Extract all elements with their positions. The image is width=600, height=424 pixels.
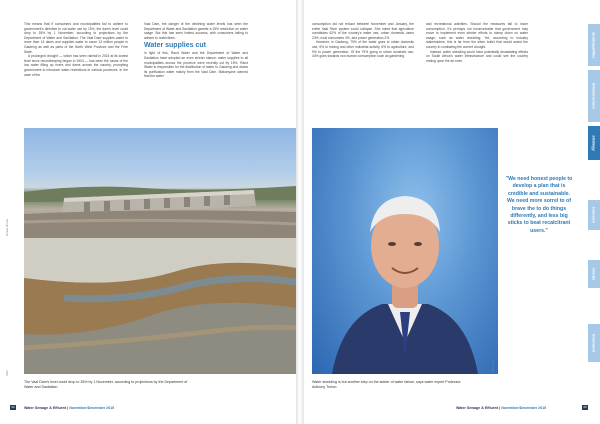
tab-treatment[interactable]: treatment <box>588 324 600 362</box>
dam-illustration <box>24 128 296 238</box>
right-page <box>304 0 600 424</box>
reservoir-aerial-photo <box>24 238 296 374</box>
section-heading: Water supplies cut <box>144 42 206 50</box>
left-col1-paragraph-1: This means that if consumers and municipalities fail to adhere to government's directive to cut water use by 15%, the dam's level could drop to 35% by 1 November, according to projections by the Department of Water and Sanitation. The Vaal Dam supplies water to more than 14 dams and supplies water to some 13 million people in Gauteng as well as parts of the North West Province and the Free State. <box>24 22 128 54</box>
footer-issue-right: November/December 2015 <box>501 406 547 410</box>
footer-right: Water Sewage & Effluent | November/December 2015 <box>456 406 547 410</box>
tab-industry[interactable]: industry <box>588 200 600 230</box>
portrait-photo <box>312 128 498 374</box>
tab-infrastructure[interactable]: infrastructure <box>588 70 600 122</box>
left-col2-paragraph-2: In light of this, Rand Water and the Department of Water and Sanitation have adopted an even stricter stance: water supplies to all municipalities across the province were recently cut by 15%. Rand Water is responsible for the distribution of water to Gauteng and draws its purification water mainly from the Vaal Dam. Makanyane warned that the water <box>144 51 248 79</box>
footer-issue: November/December 2015 <box>69 406 115 410</box>
right-col2-paragraph-2: Instead, water shedding could have potentially devastating effects on South Africa's water infrastructure and could see the country resting upon the an even <box>426 49 528 63</box>
portrait-credit: Molly Sha... <box>492 358 495 372</box>
left-page <box>0 0 296 424</box>
photo-credit: Arnaud RIEDEL <box>6 218 9 236</box>
pull-quote: "We need honest people to develop a plan that is credible and sustainable. We need more sorrel to of brave the to do things differently, and less big sticks to beat recalcitrant users." <box>505 176 573 234</box>
dam-photo <box>24 128 296 238</box>
left-column-2 <box>144 22 248 126</box>
page-gutter <box>296 0 304 424</box>
portrait-caption: Water shedding is but another step on the ladder of water failure, says water expert Professor Anthony Turton. <box>312 380 461 389</box>
left-column-1 <box>24 22 128 126</box>
tab-municipalities[interactable]: municipalities <box>588 24 600 66</box>
reservoir-illustration <box>24 238 296 374</box>
page-number-badge: 22 <box>11 405 15 409</box>
left-col1-paragraph-2: A prolonged drought — which has seen rainfall in 2015 at its lowest level since recordkeeping began in 1904 — has been the cause of the low water filling up rivers and dams across the country, prompting government to introduce water restrictions in various provinces. In the case of the <box>24 54 128 77</box>
footer-magazine-right: Water Sewage & Effluent <box>456 406 499 410</box>
photo-caption: The Vaal Dam's level could drop to 35% by 1 November, according to projections by the Department of Water and Sanitation. <box>24 380 188 389</box>
right-col1-paragraph-2: However, in Gauteng, 79% of the water goes to urban domestic use, 6% to mining and other industrial activity, 6% to agriculture, and 5% to power generation. Of the 79% going to urban domestic use, 44% goes towards non-human consumption such as gardening <box>312 40 414 59</box>
footer-magazine: Water Sewage & Effluent <box>24 406 67 410</box>
footer-left: Water Sewage & Effluent | November/December 2015 <box>24 406 115 410</box>
page-number-badge-right: 23 <box>583 405 587 409</box>
tab-strategy[interactable]: strategy <box>588 126 600 160</box>
right-column-2 <box>426 22 528 126</box>
portrait-illustration <box>312 128 498 374</box>
right-col2-paragraph-1: and recreational activities. Should the measures fail to lower consumption, it's perhaps not inconceivable that government may move to implement even stricter efforts to clamp down on water usage, such as water shedding. Yet, according to industry stakeholders, this is far from the silver bullet that would assist the country in combating the current drought. <box>426 22 528 49</box>
photo-credit-2: DWS <box>6 370 9 376</box>
tab-events[interactable]: events <box>588 260 600 288</box>
right-column-1 <box>312 22 414 126</box>
left-col2-paragraph-1: Vaal Dam, the danger of the declining water levels has seen the Department of Water and Sanitation gazette a 15% restriction on water usage. But this has seen limited success, with consumers failing to adhere to restrictions. <box>144 22 248 40</box>
right-col1-paragraph-1: consumption did not reduce between November and January, the entire Vaal River system could collapse. She noted that agriculture constitutes 62% of the country's water use, urban domestic users 23%, rural consumers 4%, and power generation 2%. <box>312 22 414 40</box>
